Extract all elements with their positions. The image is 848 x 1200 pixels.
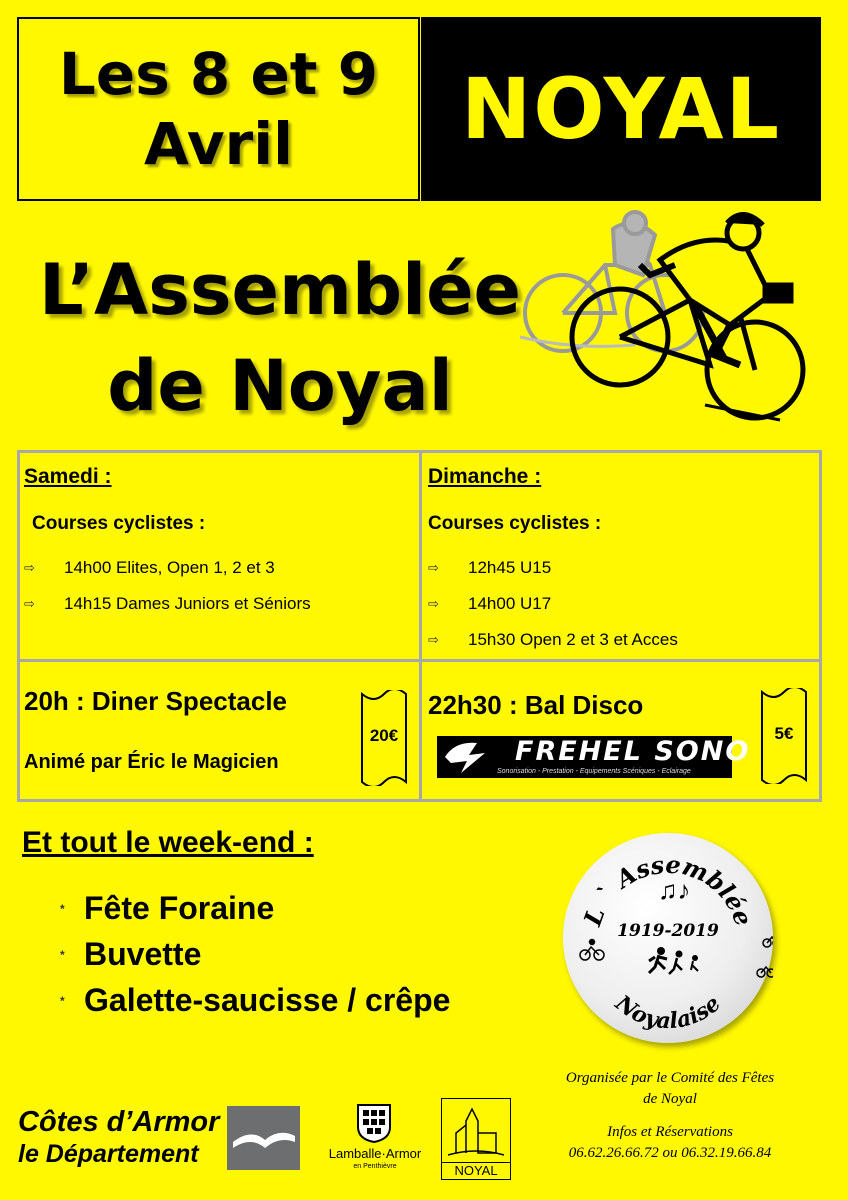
sunday-race-item: ⇨ 14h00 U17 xyxy=(428,594,552,613)
info-label: Infos et Réservations xyxy=(607,1124,733,1140)
saturday-evening-subtitle: Animé par Éric le Magicien xyxy=(24,751,279,773)
weekend-title: Et tout le week-end : xyxy=(22,826,314,859)
saturday-races-heading: Courses cyclistes : xyxy=(32,513,206,534)
front-cyclist-icon xyxy=(572,214,803,418)
table-divider-vertical xyxy=(419,450,422,802)
noyal-town-logo xyxy=(441,1098,511,1180)
organizer-line2: de Noyal xyxy=(643,1091,697,1107)
weekend-item: * Galette-saucisse / crêpe xyxy=(60,982,451,1018)
lamballe-crest-icon xyxy=(356,1103,392,1143)
lamballe-armor-subtitle: en Penthièvre xyxy=(353,1163,397,1170)
badge-years: 1919-2019 xyxy=(617,921,719,941)
date-box xyxy=(17,17,420,201)
bike-icon xyxy=(757,967,773,977)
arrow-icon: ⇨ xyxy=(24,560,35,575)
badge-top-text: L ` Assemblée xyxy=(577,849,759,930)
sponsor-name: FREHEL SONO xyxy=(515,736,751,767)
main-title-line2: de Noyal xyxy=(107,345,453,427)
sunday-race-item: ⇨ 12h45 U15 xyxy=(428,558,552,577)
church-icon xyxy=(446,1103,506,1159)
bike-icon xyxy=(763,937,773,947)
saturday-evening-title: 20h : Diner Spectacle xyxy=(24,686,287,716)
disco-price: 5€ xyxy=(774,724,794,743)
saturday-race-item: ⇨ 14h00 Elites, Open 1, 2 et 3 xyxy=(24,558,275,577)
cyclists-illustration xyxy=(515,205,815,425)
sunday-evening-title: 22h30 : Bal Disco xyxy=(428,690,644,720)
main-title-line1: L’Assemblée xyxy=(38,249,522,331)
arrow-icon: ⇨ xyxy=(428,560,439,575)
lamballe-armor-logo: Lamballe·Armor xyxy=(328,1146,422,1161)
arrow-icon: ⇨ xyxy=(428,596,439,611)
sponsor-tagline: Sonorisation - Prestation - Equipements Scéniques - Eclairage xyxy=(497,768,691,775)
cotes-armor-emblem-icon xyxy=(227,1106,300,1170)
frehel-sono-logo xyxy=(437,736,751,778)
asterisk-icon: * xyxy=(60,993,65,1008)
noyal-logo-text: NOYAL xyxy=(442,1162,510,1178)
badge-bottom-text: Noyalaise xyxy=(610,990,726,1035)
event-dates: Les 8 et 9 xyxy=(58,40,379,108)
lightning-icon xyxy=(441,739,501,775)
asterisk-icon: * xyxy=(60,947,65,962)
arrow-icon: ⇨ xyxy=(428,632,439,647)
event-month: Avril xyxy=(144,110,293,178)
sunday-heading: Dimanche : xyxy=(428,465,542,488)
saturday-heading: Samedi : xyxy=(24,465,112,488)
cotes-armor-logo-line1: Côtes d’Armor xyxy=(18,1106,220,1138)
sunday-races-heading: Courses cyclistes : xyxy=(428,513,602,534)
dinner-price: 20€ xyxy=(369,726,399,745)
bike-icon xyxy=(580,940,604,961)
cotes-armor-logo-line2: le Département xyxy=(18,1140,199,1168)
centenary-badge xyxy=(563,833,773,1043)
weekend-item: * Buvette xyxy=(60,936,202,972)
asterisk-icon: * xyxy=(60,901,65,916)
organizer-line1: Organisée par le Comité des Fêtes xyxy=(565,1070,775,1086)
weekend-item: * Fête Foraine xyxy=(60,890,275,926)
saturday-race-item: ⇨ 14h15 Dames Juniors et Séniors xyxy=(24,594,311,613)
town-name: NOYAL xyxy=(460,60,782,158)
table-divider-horizontal xyxy=(17,659,822,662)
town-banner xyxy=(421,17,821,201)
main-title xyxy=(20,242,540,434)
music-notes-icon: ♫♪ xyxy=(658,875,691,905)
runners-icon xyxy=(649,947,698,974)
phone-numbers: 06.62.26.66.72 ou 06.32.19.66.84 xyxy=(568,1145,772,1161)
arrow-icon: ⇨ xyxy=(24,596,35,611)
sunday-race-item: ⇨ 15h30 Open 2 et 3 et Acces xyxy=(428,630,678,649)
